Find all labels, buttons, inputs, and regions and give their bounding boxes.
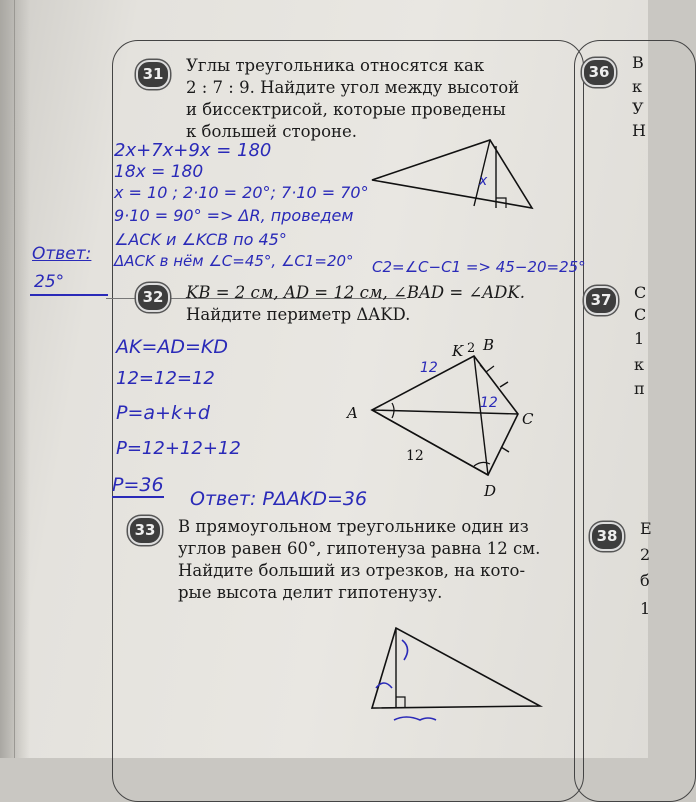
hw-label-inner: 12 bbox=[480, 395, 498, 411]
problem-37-letter: С bbox=[634, 305, 647, 324]
vertex-d: D bbox=[484, 482, 497, 500]
hw-32-line: P=12+12+12 bbox=[116, 438, 241, 459]
problem-31-line: и биссектрисой, которые проведены bbox=[186, 100, 506, 119]
hw-32-line: 12=12=12 bbox=[116, 368, 215, 389]
problem-37-letter: к bbox=[634, 355, 644, 374]
problem-38-letter: 2 bbox=[640, 545, 651, 564]
problem-38-letter: Е bbox=[640, 519, 652, 538]
problem-32-line: Найдите периметр ΔAKD. bbox=[186, 305, 411, 324]
problem-36-letter: В bbox=[632, 53, 644, 72]
problem-32-line: KB = 2 см, AD = 12 см, ∠BAD = ∠ADK. bbox=[186, 283, 525, 302]
right-angle-mark-33 bbox=[396, 697, 405, 707]
hw-31-line: 9·10 = 90° => ΔR, проведем bbox=[114, 206, 354, 225]
problem-number-38: 38 bbox=[590, 522, 624, 551]
label-kb: 2 bbox=[467, 341, 476, 356]
hw-32-line: AK=AD=KD bbox=[116, 336, 229, 358]
hw-label-ak: 12 bbox=[420, 360, 438, 376]
hw-32-line: P=a+k+d bbox=[116, 402, 210, 424]
triangle-33 bbox=[372, 628, 540, 708]
answer-32: Ответ: PΔAKD=36 bbox=[190, 488, 368, 510]
problem-36-letter: Н bbox=[632, 121, 646, 140]
vertex-c: C bbox=[522, 410, 534, 428]
hw-31-line: ∠ACK и ∠KCB по 45° bbox=[114, 230, 287, 249]
hw-31-line: x = 10 ; 2·10 = 20°; 7·10 = 70° bbox=[114, 183, 369, 202]
label-ad: 12 bbox=[406, 448, 424, 464]
hw-32-line: P=36 bbox=[112, 474, 164, 496]
problem-31-line: 2 : 7 : 9. Найдите угол между высотой bbox=[186, 78, 520, 97]
problem-37-letter: 1 bbox=[634, 329, 645, 348]
vertex-k: K bbox=[452, 342, 464, 360]
problem-37-letter: п bbox=[634, 379, 645, 398]
hw-31-line: C2=∠C−C1 => 45−20=25° bbox=[372, 258, 586, 276]
problem-38-letter: б bbox=[640, 571, 650, 590]
problem-33-line: Найдите больший из отрезков, на кото- bbox=[178, 561, 526, 580]
problem-33-line: рые высота делит гипотенузу. bbox=[178, 583, 443, 602]
problem-number-32: 32 bbox=[136, 283, 170, 312]
problem-33-line: углов равен 60°, гипотенуза равна 12 см. bbox=[178, 539, 541, 558]
hw-31-line: 2x+7x+9x = 180 bbox=[114, 140, 272, 161]
problem-33-line: В прямоугольном треугольнике один из bbox=[178, 517, 529, 536]
hw-31-line: 18x = 180 bbox=[114, 162, 204, 182]
problem-37-letter: С bbox=[634, 283, 647, 302]
problem-31-line: к большей стороне. bbox=[186, 122, 358, 141]
problem-31-line: Углы треугольника относятся как bbox=[186, 56, 485, 75]
answer-31-value: 25° bbox=[34, 272, 65, 292]
figure-31-x-label: x bbox=[479, 173, 488, 189]
vertex-b: B bbox=[483, 336, 495, 354]
vertex-a: A bbox=[347, 404, 358, 422]
problem-36-letter: к bbox=[632, 77, 642, 96]
problem-number-31: 31 bbox=[136, 60, 170, 89]
problem-number-36: 36 bbox=[582, 58, 616, 87]
problem-36-letter: У bbox=[632, 99, 644, 118]
problem-number-33: 33 bbox=[128, 516, 162, 545]
answer-31-label: Ответ: bbox=[32, 244, 92, 264]
problem-38-letter: 1 bbox=[640, 599, 651, 618]
hw-31-line: ΔACK в нём ∠C=45°, ∠C1=20° bbox=[114, 252, 354, 270]
problem-number-37: 37 bbox=[584, 286, 618, 315]
